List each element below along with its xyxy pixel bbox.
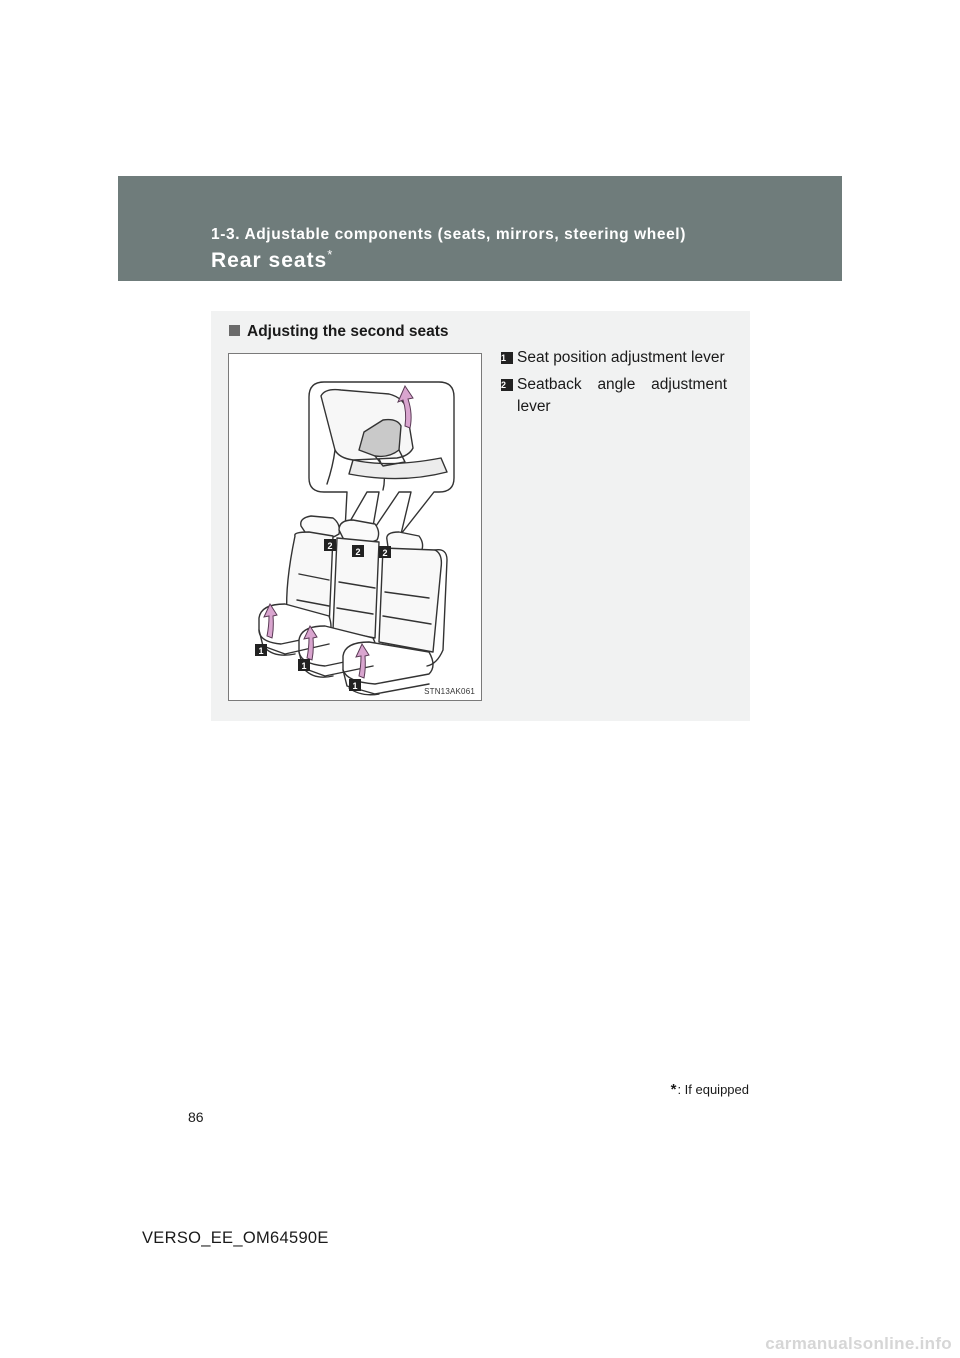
watermark: carmanualsonline.info: [765, 1334, 952, 1353]
legend-text: Seat position adjustment lever: [517, 349, 725, 366]
section-title: 1-3. Adjustable components (seats, mirrors, steering wheel): [211, 226, 686, 243]
seat-drawing: [229, 354, 481, 700]
figure-code: STN13AK061: [424, 687, 475, 696]
callout-1-b: 1: [301, 661, 307, 671]
legend-item: [501, 347, 727, 369]
callout-2-b: 2: [355, 547, 361, 557]
asterisk-icon: *: [670, 1081, 677, 1098]
square-bullet-icon: [229, 325, 240, 336]
legend-number: 1: [501, 352, 513, 364]
document-code: VERSO_EE_OM64590E: [142, 1229, 329, 1247]
footnote: [671, 1081, 749, 1098]
legend-text: Seatback angle adjustment lever: [517, 376, 727, 415]
footnote-text: : If equipped: [677, 1082, 749, 1097]
subheading-text: Adjusting the second seats: [247, 323, 449, 340]
callout-2-a: 2: [327, 541, 333, 551]
subheading: [229, 323, 449, 341]
section-header: [118, 176, 842, 281]
callout-1-a: 1: [258, 646, 264, 656]
seat-illustration: [228, 353, 482, 701]
page-title: [211, 249, 333, 273]
page-title-text: Rear seats: [211, 249, 328, 272]
content-panel: [211, 311, 750, 721]
equipped-mark: *: [327, 247, 334, 262]
legend-item: [501, 374, 727, 418]
legend-list: [501, 347, 727, 423]
page-number: 86: [188, 1109, 204, 1125]
callout-2-c: 2: [382, 548, 388, 558]
legend-number: 2: [501, 379, 513, 391]
callout-1-c: 1: [352, 681, 358, 691]
